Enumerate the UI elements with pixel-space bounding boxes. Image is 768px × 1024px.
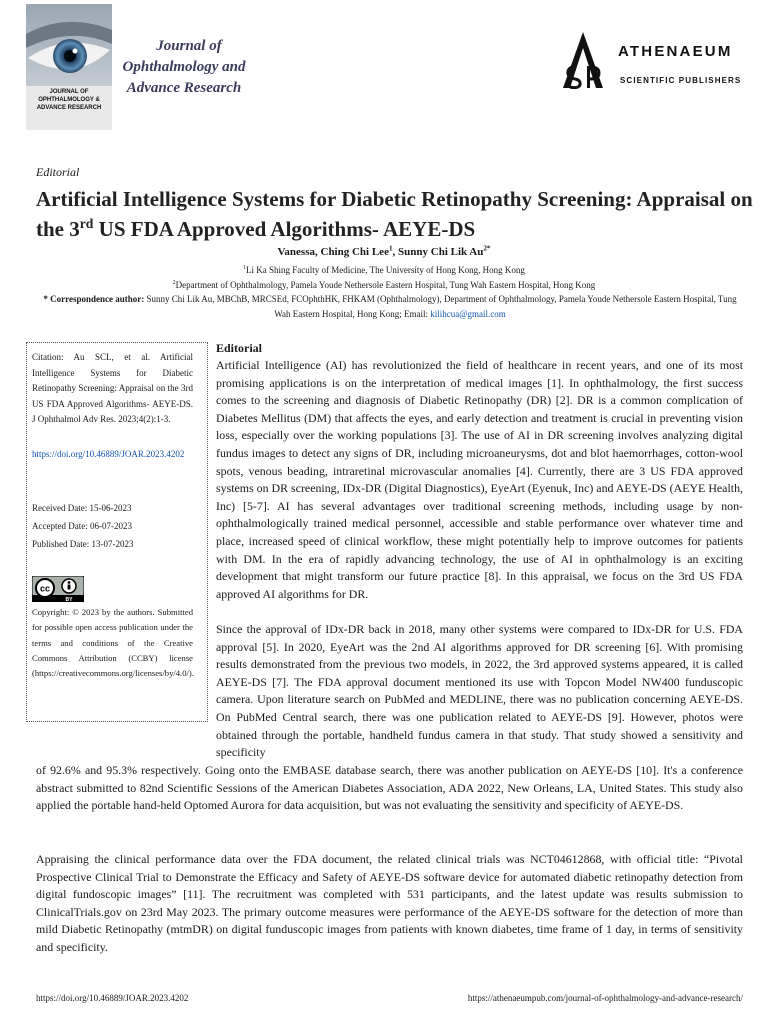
- aff-text: Li Ka Shing Faculty of Medicine, The University of Hong Kong, Hong Kong: [246, 265, 525, 275]
- aff-text: Department of Ophthalmology, Pamela Youde Nethersole Eastern Hospital, Tung Wah Eastern Hospital, Hong Kong: [175, 280, 596, 290]
- doi-link[interactable]: https://doi.org/10.46889/JOAR.2023.4202: [32, 449, 185, 459]
- affiliation-1: [0, 263, 768, 277]
- received-date: Received Date: 15-06-2023: [32, 503, 132, 513]
- email-link[interactable]: kilihcua@gmail.com: [430, 309, 506, 319]
- citation: Citation: Au SCL, et al. Artificial Intelligence Systems for Diabetic Retinopathy Screening: Appraisal on the 3rd US FDA Approved Algorithms- AEYE-DS. J Ophthalmol Adv Res. 2023;4(2):1-3.: [32, 352, 193, 424]
- author-name: , Sunny Chi Lik Au: [392, 246, 484, 258]
- athenaeum-logo-icon: [553, 30, 613, 90]
- title-superscript: rd: [79, 216, 94, 231]
- accepted-date: Accepted Date: 06-07-2023: [32, 521, 132, 531]
- cc-label: BY: [65, 597, 73, 602]
- correspondence-label: * Correspondence author:: [43, 294, 145, 304]
- aff-sup: 2: [172, 280, 176, 286]
- footer-journal-link[interactable]: https://athenaeumpub.com/journal-of-ophthalmology-and-advance-research/: [467, 993, 743, 1003]
- body-paragraph: Since the approval of IDx-DR back in 2018, many other systems were compared to IDx-DR for U.S. FDA approval [5]. In 2020, EyeArt was the 2nd AI algorithms approved for DR screening [6]. With promising results demonstrated from the previous two models, in 2022, the 3rd approved systems appeared, it is called AEYE-DS [7]. The FDA approval document mentioned its use with Topcon Model NW400 funduscopic camera. Upon literature search on PubMed and MEDLINE, there was no publication concerning AEYE-DS. On PubMed Central search, there was one publication related to AEYE-DS [9]. However, photos were obtained through the portable, handheld fundus camera in that study. That study showed a sensitivity and specificity: [216, 622, 743, 760]
- journal-title-line: Journal of: [156, 38, 222, 54]
- body-paragraph: Appraising the clinical performance data over the FDA document, the related clinical trials was NCT04612868, with official title: “Pivotal Prospective Clinical Trial to Demonstrate the Efficacy and Safety of AEYE-DS software device for automated diabetic retinopathy detection from digital fundoscopic images” [11]. The recruitment was completed with 531 participants, and the latest update was results submission to ClinicalTrials.gov on 23rd May 2023. The primary outcome measures were performance of the AEYE-DS software for the detection of more than mild Diabetic Retinopathy (mtmDR) on digital funduscopic images from patients with known diabetes, time frame of 1 day, in terms of sensitivity and specificity.: [36, 852, 743, 954]
- journal-cover-logo: [26, 4, 112, 130]
- body-paragraph: Artificial Intelligence (AI) has revolutionized the field of healthcare in recent years, and one of its most promising applications is on the interpretation of medical images [1]. In ophthalmology, the first success comes to the screening and diagnosis of Diabetic Retinopathy (DR) [2]. DR is a common complication of Diabetes Mellitus (DM) that affects the eyes, and early detection and treatment is crucial in preventing vision loss, especially over the working populations [3]. The use of AI in DR screening involves analyzing digital fundus images to detect any signs of DR, including microaneurysms, dot and blot haemorrhages, cotton-wool spots, venous beading, intraretinal microvascular anomalies [4]. Currently, there are 3 US FDA approved systems on DR screening, IDx-DR (Digital Diagnostics), EyeArt (Eyenuk, Inc) and AEYE-DS (AEYE Health, Inc) [5-7]. AI has several advantages over traditional screening methods, including usage by non-ophthalmologically trained medical personnel, accessible and stable performance over whatever time and place, increased speed of clinical workflow, these might potentially help to improve outcomes for patients with DM. In the era of rapidly advancing technology, the use of AI in ophthalmology is an exciting development that might transform our future practice [8]. In this appraisal, we focus on the 3rd US FDA approved AI algorithms for DR.: [216, 358, 743, 601]
- title-text: Artificial Intelligence Systems for Diabetic Retinopathy Screening: Appraisal on the 3: [36, 187, 753, 241]
- copyright-notice: Copyright: © 2023 by the authors. Submitted for possible open access publication under the terms and conditions of the Creative Commons Attribution (CCBY) license (https://creativecommons.org/licenses/by/4.0/).: [32, 607, 194, 679]
- title-text: US FDA Approved Algorithms- AEYE-DS: [93, 217, 476, 241]
- published-date: Published Date: 13-07-2023: [32, 539, 134, 549]
- article-type: Editorial: [36, 165, 80, 179]
- correspondence: [40, 292, 740, 322]
- journal-title: [114, 36, 254, 99]
- publisher-name: ATHENAEUM: [618, 43, 733, 60]
- cc-by-license-icon[interactable]: [32, 576, 84, 602]
- author-sup: 2*: [483, 244, 491, 253]
- author-name: Vanessa, Ching Chi Lee: [277, 246, 389, 258]
- section-heading: Editorial: [216, 341, 263, 355]
- journal-title-line: Ophthalmology and: [122, 59, 246, 75]
- affiliation-2: [0, 278, 768, 292]
- journal-title-line: Advance Research: [126, 80, 242, 96]
- article-title: [36, 184, 756, 244]
- correspondence-text: Sunny Chi Lik Au, MBChB, MRCSEd, FCOphthHK, FHKAM (Ophthalmology), Department of Ophthalmology, Pamela Youde Nethersole Eastern Hospital, Tung Wah Eastern Hospital, Hong Kong; Email:: [144, 294, 737, 319]
- author-sup: 1: [388, 244, 393, 253]
- body-paragraph: of 92.6% and 95.3% respectively. Going onto the EMBASE database search, there was another publication on AEYE-DS [10]. It's a conference abstract submitted to 82nd Scientific Sessions of the American Diabetes Association, ADA 2022, New Orleans, LA, United States. This study also applied the portable hand-held Optomed Aurora for data acquisition, but was not evaluating the sensitivity and specificity of AEYE-DS.: [36, 763, 743, 813]
- logo-caption: JOURNAL OF OPHTHALMOLOGY & ADVANCE RESEARCH: [36, 89, 102, 111]
- svg-text:cc: cc: [39, 583, 51, 594]
- publisher-subtitle: SCIENTIFIC PUBLISHERS: [620, 76, 742, 85]
- aff-sup: 1: [243, 265, 247, 271]
- author-list: [0, 246, 768, 258]
- footer-doi-link[interactable]: https://doi.org/10.46889/JOAR.2023.4202: [36, 993, 189, 1003]
